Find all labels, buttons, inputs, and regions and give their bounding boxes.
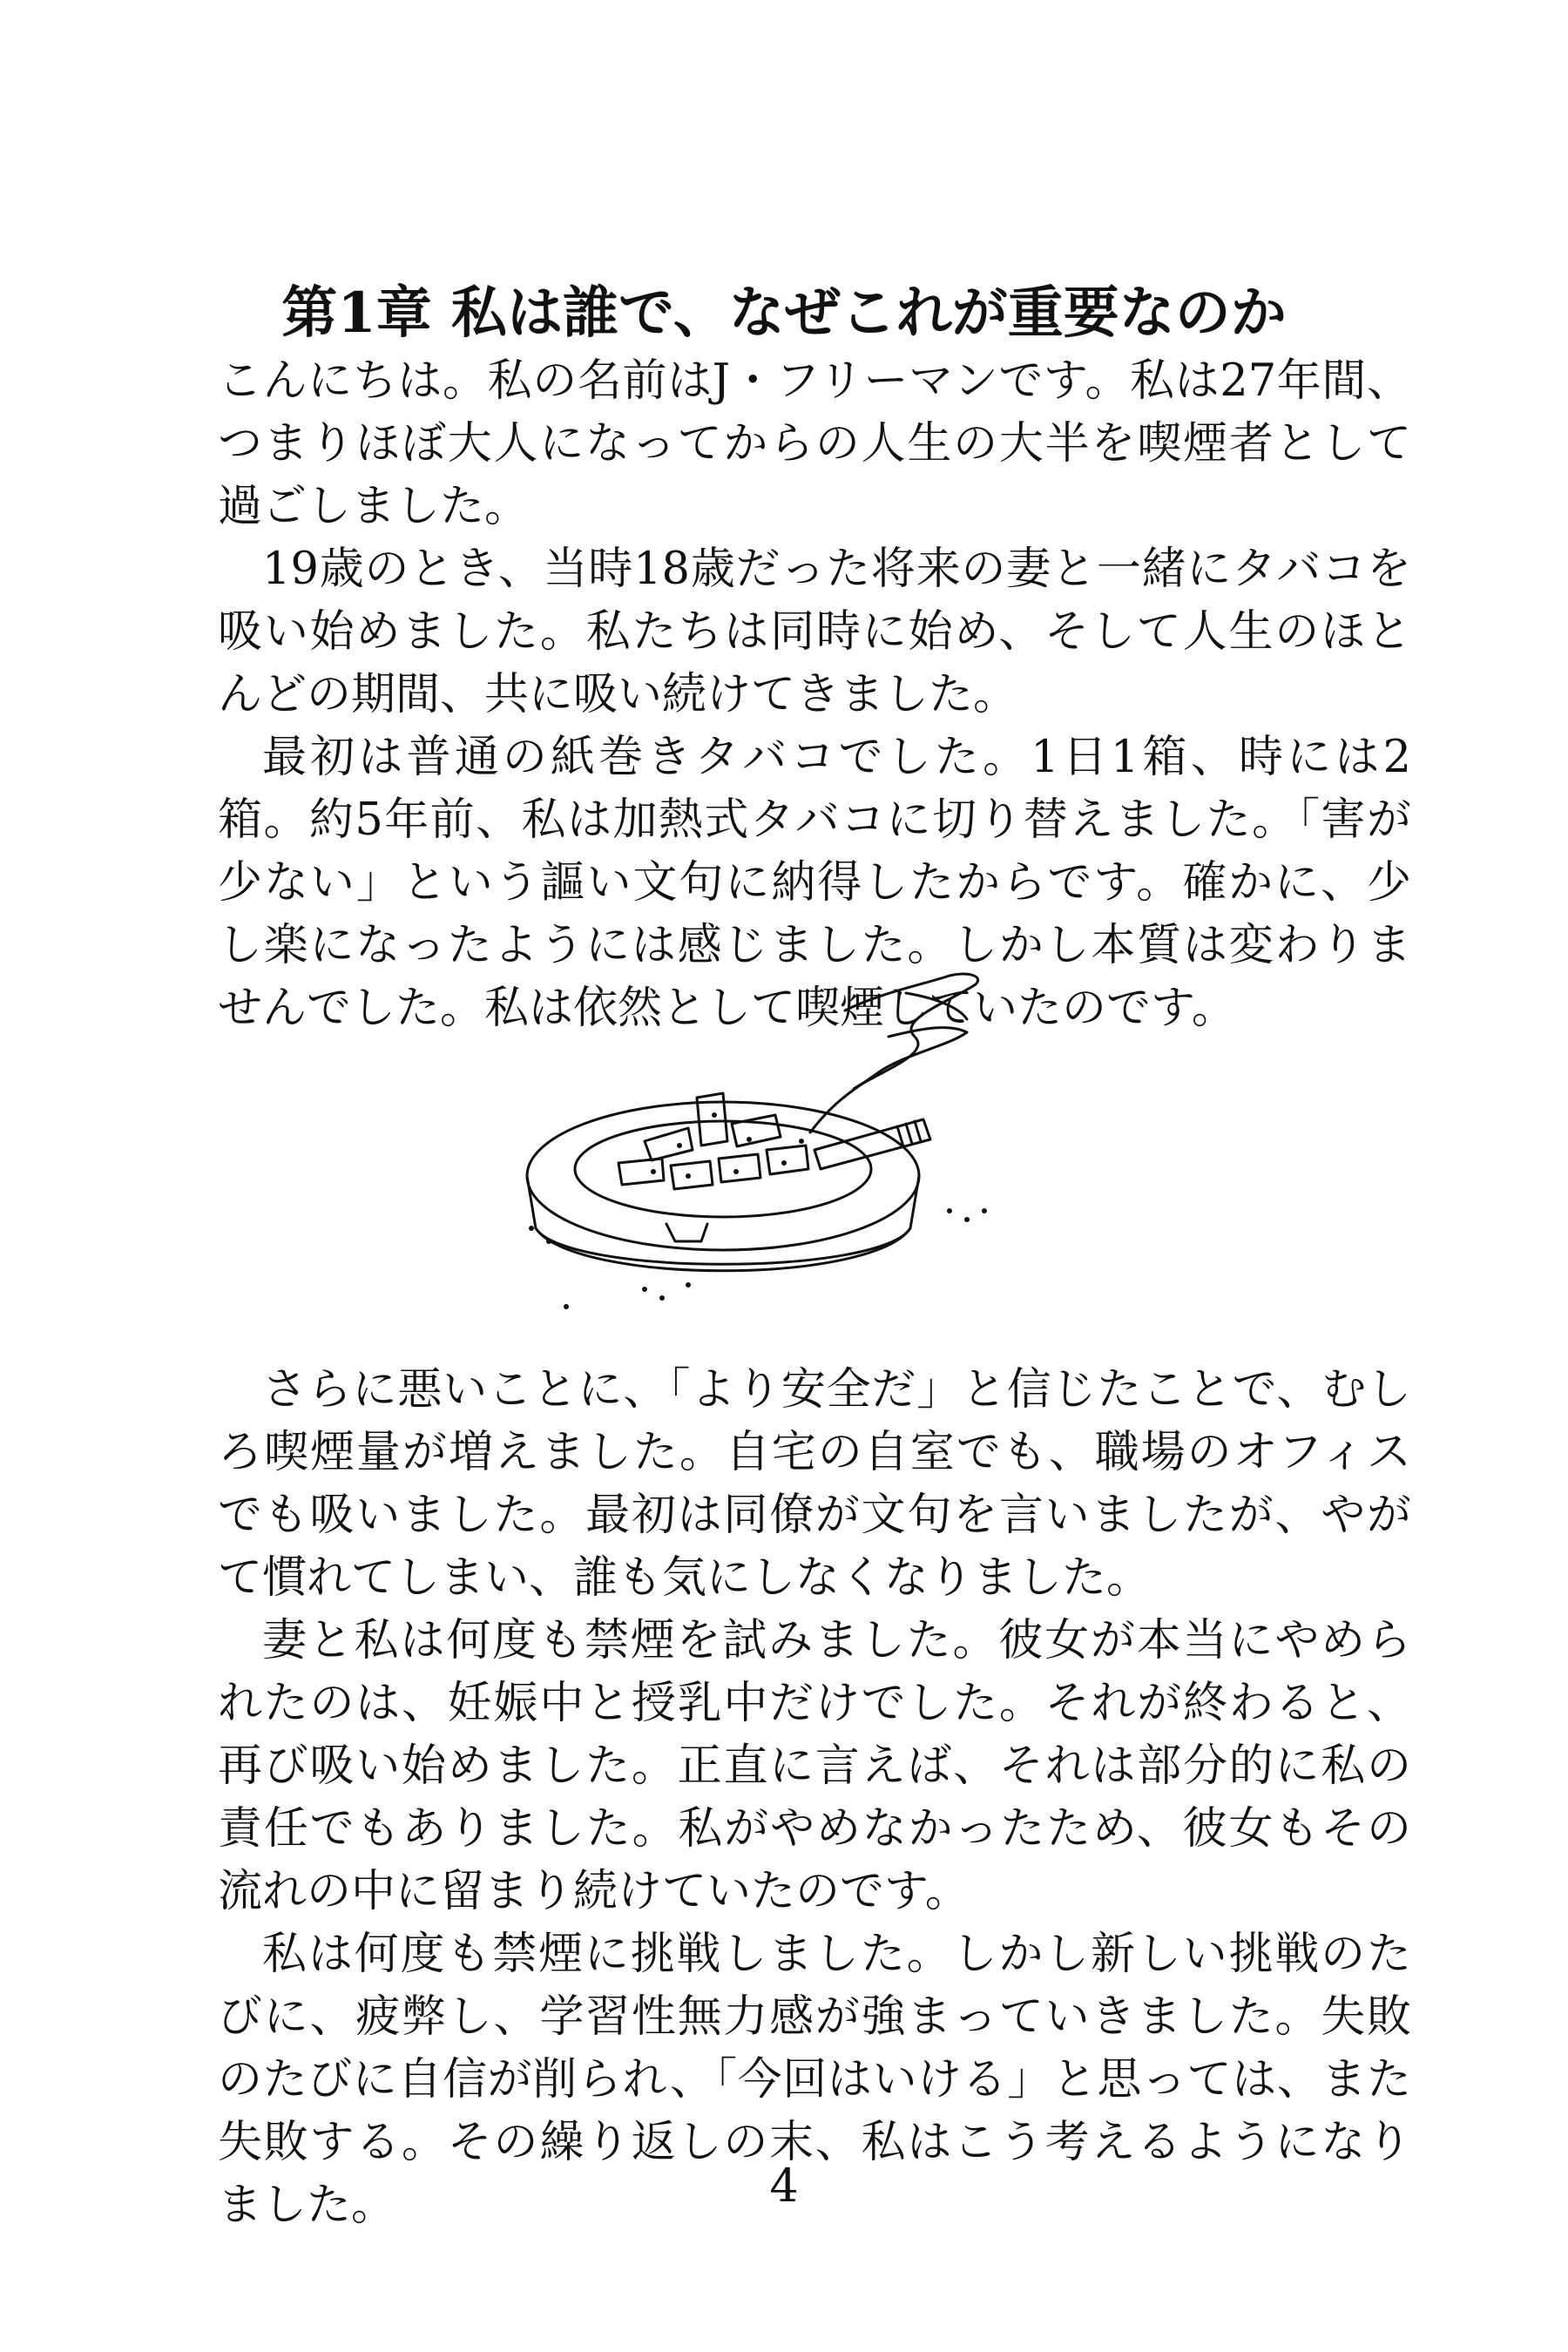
paragraph: 19歳のとき、当時18歳だった将来の妻と一緒にタバコを吸い始めました。私たちは同時に始め、そして人生のほとんどの期間、共に吸い続けてきました。 bbox=[218, 544, 1411, 720]
paragraph: さらに悪いことに、「より安全だ」と信じたことで、むしろ喫煙量が増えました。自宅の自室でも、職場のオフィスでも吸いました。最初は同僚が文句を言いましたが、やがて慣れてしまい、誰も気にしなくなりました。 bbox=[218, 1364, 1411, 1604]
body-text-top bbox=[218, 350, 1411, 1040]
page-number: 4 bbox=[769, 2160, 799, 2213]
chapter-title: 第1章 私は誰で、なぜこれが重要なのか bbox=[281, 280, 1287, 346]
body-text-bottom bbox=[218, 1359, 1411, 2237]
paragraph: 最初は普通の紙巻きタバコでした。1日1箱、時には2箱。約5年前、私は加熱式タバコに切り替えました。「害が少ない」という謳い文句に納得したからです。確かに、少し楽になったようには感じました。しかし本質は変わりませんでした。私は依然として喫煙していたのです。 bbox=[218, 732, 1411, 1034]
paragraph: 妻と私は何度も禁煙を試みました。彼女が本当にやめられたのは、妊娠中と授乳中だけでした。それが終わると、再び吸い始めました。正直に言えば、それは部分的に私の責任でもありました。私がやめなかったため、彼女もその流れの中に留まり続けていたのです。 bbox=[218, 1615, 1411, 1917]
paragraph: 私は何度も禁煙に挑戦しました。しかし新しい挑戦のたびに、疲弊し、学習性無力感が強まっていきました。失敗のたびに自信が削られ、「今回はいける」と思っては、また失敗する。その繰り返しの末、私はこう考えるようになりました。 bbox=[218, 1929, 1411, 2231]
ashtray-with-cigarettes-icon bbox=[514, 941, 1019, 1324]
paragraph: こんにちは。私の名前はJ・フリーマンです。私は27年間、つまりほぼ大人になってからの人生の大半を喫煙者として過ごしました。 bbox=[218, 355, 1411, 532]
